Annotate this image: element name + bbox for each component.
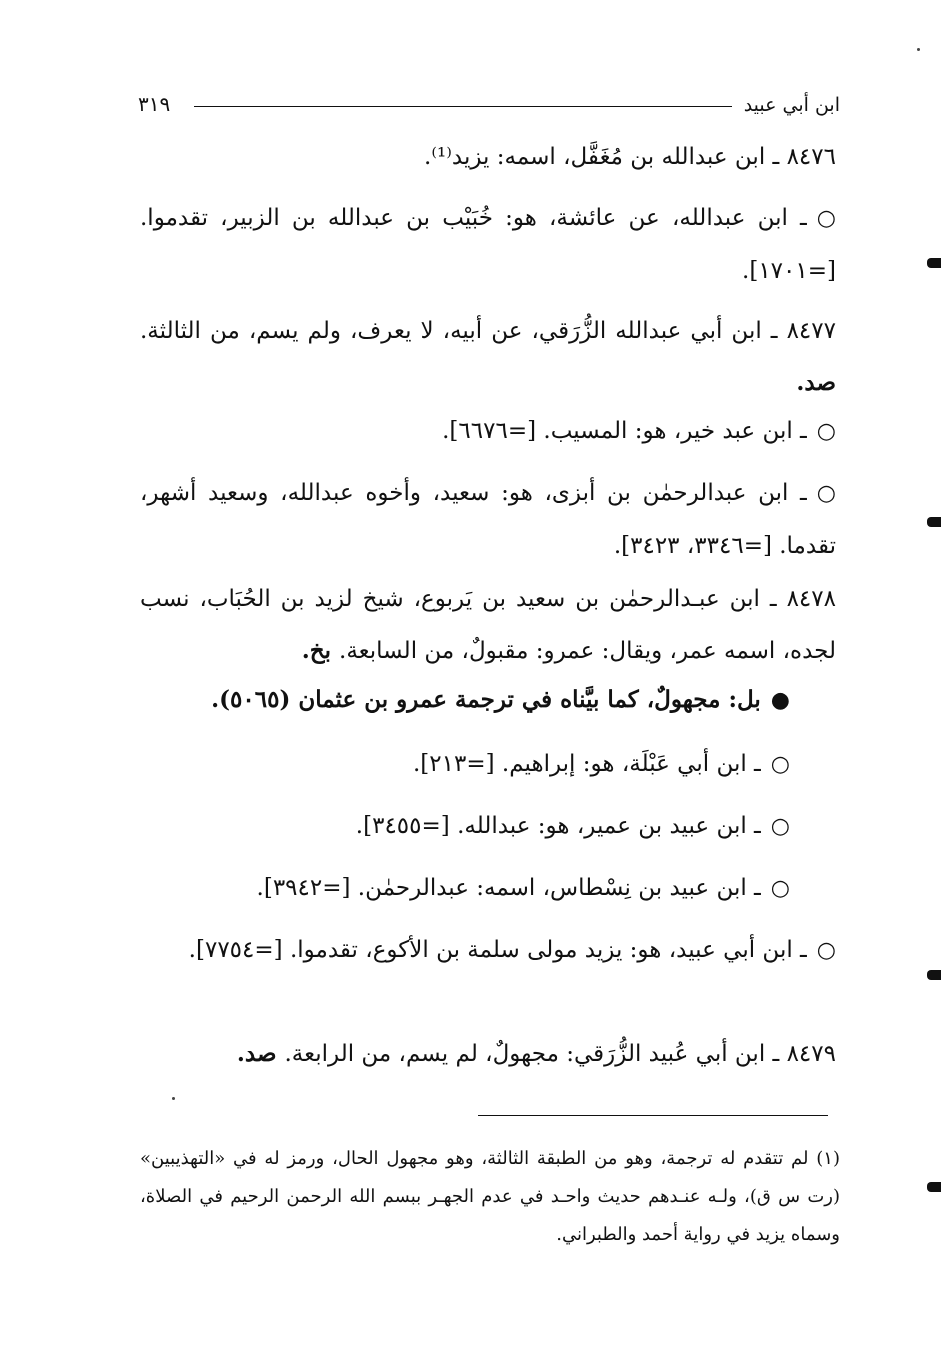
filled-circle-icon: ● (770, 688, 790, 713)
entry-text: ـ ابن عبد خير، هو: المسيب. [=٦٦٧٦]. (442, 418, 807, 444)
scan-edge-mark (927, 1182, 941, 1192)
entry-ibn-ubaid-nistas (140, 862, 790, 915)
entry-text: ـ ابن أبي عَبْلَة، هو: إبراهيم. [=٢١٣]. (412, 751, 761, 777)
entry-text: ٨٤٧٧ ـ ابن أبي عبدالله الزُّرَقي، عن أبيه، لا يعرف، ولم يسم، من الثالثة. (140, 318, 836, 344)
hollow-circle-icon: ○ (816, 938, 836, 963)
footnote-text: (١) لم تتقدم له ترجمة، وهو من الطبقة الثالثة، وهو مجهول الحال، ورمز له في «التهذيبين» (رت س ق)، ولـه عنـدهم حديث واحـد في عدم الجهـر ببسم الله الرحمن الرحيم في الصلاة، وسماه يزيد في رواية أحمد والطبراني. (140, 1148, 840, 1245)
footnote-rule (478, 1115, 828, 1116)
scan-edge-mark (927, 517, 941, 527)
hollow-circle-icon: ○ (770, 814, 790, 839)
entry-text: ٨٤٧٦ ـ ابن عبدالله بن مُغَفَّل، اسمه: يزيد⁽¹⁾. (424, 144, 836, 170)
entry-ibn-abi-ubaid (140, 924, 836, 977)
scan-edge-mark (927, 258, 941, 268)
entry-8479 (140, 1028, 836, 1080)
entry-ibn-ubaid-umair (140, 800, 790, 853)
entry-8477 (140, 305, 836, 409)
header-rule (194, 106, 732, 107)
entry-text: ـ ابن عبيد بن عمير، هو: عبدالله. [=٣٤٥٥]. (355, 813, 761, 839)
hollow-circle-icon: ○ (816, 481, 836, 506)
scan-speck (917, 48, 920, 51)
entry-8476 (140, 131, 836, 183)
scan-edge-mark (927, 970, 941, 980)
entry-ibn-abdurrahman-abza (140, 467, 836, 572)
entry-8478 (140, 573, 836, 677)
entry-text: ٨٤٧٨ ـ ابن عبـدالرحمٰن بن سعيد بن يَربوع، شيخ لزيد بن الحُبَاب، نسب لجده، اسمه عمر، ويقال: عمرو: مقبولٌ، من السابعة. (140, 586, 836, 664)
entry-text: بل: مجهولٌ، كما بيَّناه في ترجمة عمرو بن عثمان (٥٠٦٥). (211, 686, 761, 713)
entry-symbol: صد. (236, 1040, 285, 1067)
scan-speck (172, 1097, 175, 1100)
entry-symbol: صد. (796, 369, 836, 396)
entry-symbol: بخ. (301, 637, 340, 664)
entry-ibn-abi-abla (140, 738, 790, 791)
hollow-circle-icon: ○ (770, 752, 790, 777)
entry-text: ـ ابن عبيد بن نِسْطاس، اسمه: عبدالرحمٰن. [=٣٩٤٢]. (256, 875, 761, 901)
hollow-circle-icon: ○ (816, 206, 836, 231)
entry-comment (140, 674, 790, 727)
entry-text: ـ ابن عبدالرحمٰن بن أبزى، هو: سعيد، وأخوه عبدالله، وسعيد أشهر، تقدما. [=٣٣٤٦، ٣٤٢٣]. (140, 480, 836, 559)
hollow-circle-icon: ○ (816, 419, 836, 444)
entry-text: ٨٤٧٩ ـ ابن أبي عُبيد الزُّرَقي: مجهولٌ، لم يسم، من الرابعة. (284, 1041, 836, 1067)
footnote (140, 1140, 840, 1254)
running-header (138, 92, 840, 122)
header-title: ابن أبي عبيد (743, 94, 840, 116)
entry-text: ـ ابن أبي عبيد، هو: يزيد مولى سلمة بن الأكوع، تقدموا. [=٧٧٥٤]. (188, 937, 807, 963)
hollow-circle-icon: ○ (770, 876, 790, 901)
entry-text: ـ ابن عبدالله، عن عائشة، هو: خُبَيْب بن عبدالله بن الزبير، تقدموا. [=١٧٠١]. (140, 205, 836, 284)
entry-ibn-abd-khair (140, 405, 836, 458)
page-number: ٣١٩ (138, 92, 171, 116)
entry-ibn-abdullah (140, 192, 836, 297)
